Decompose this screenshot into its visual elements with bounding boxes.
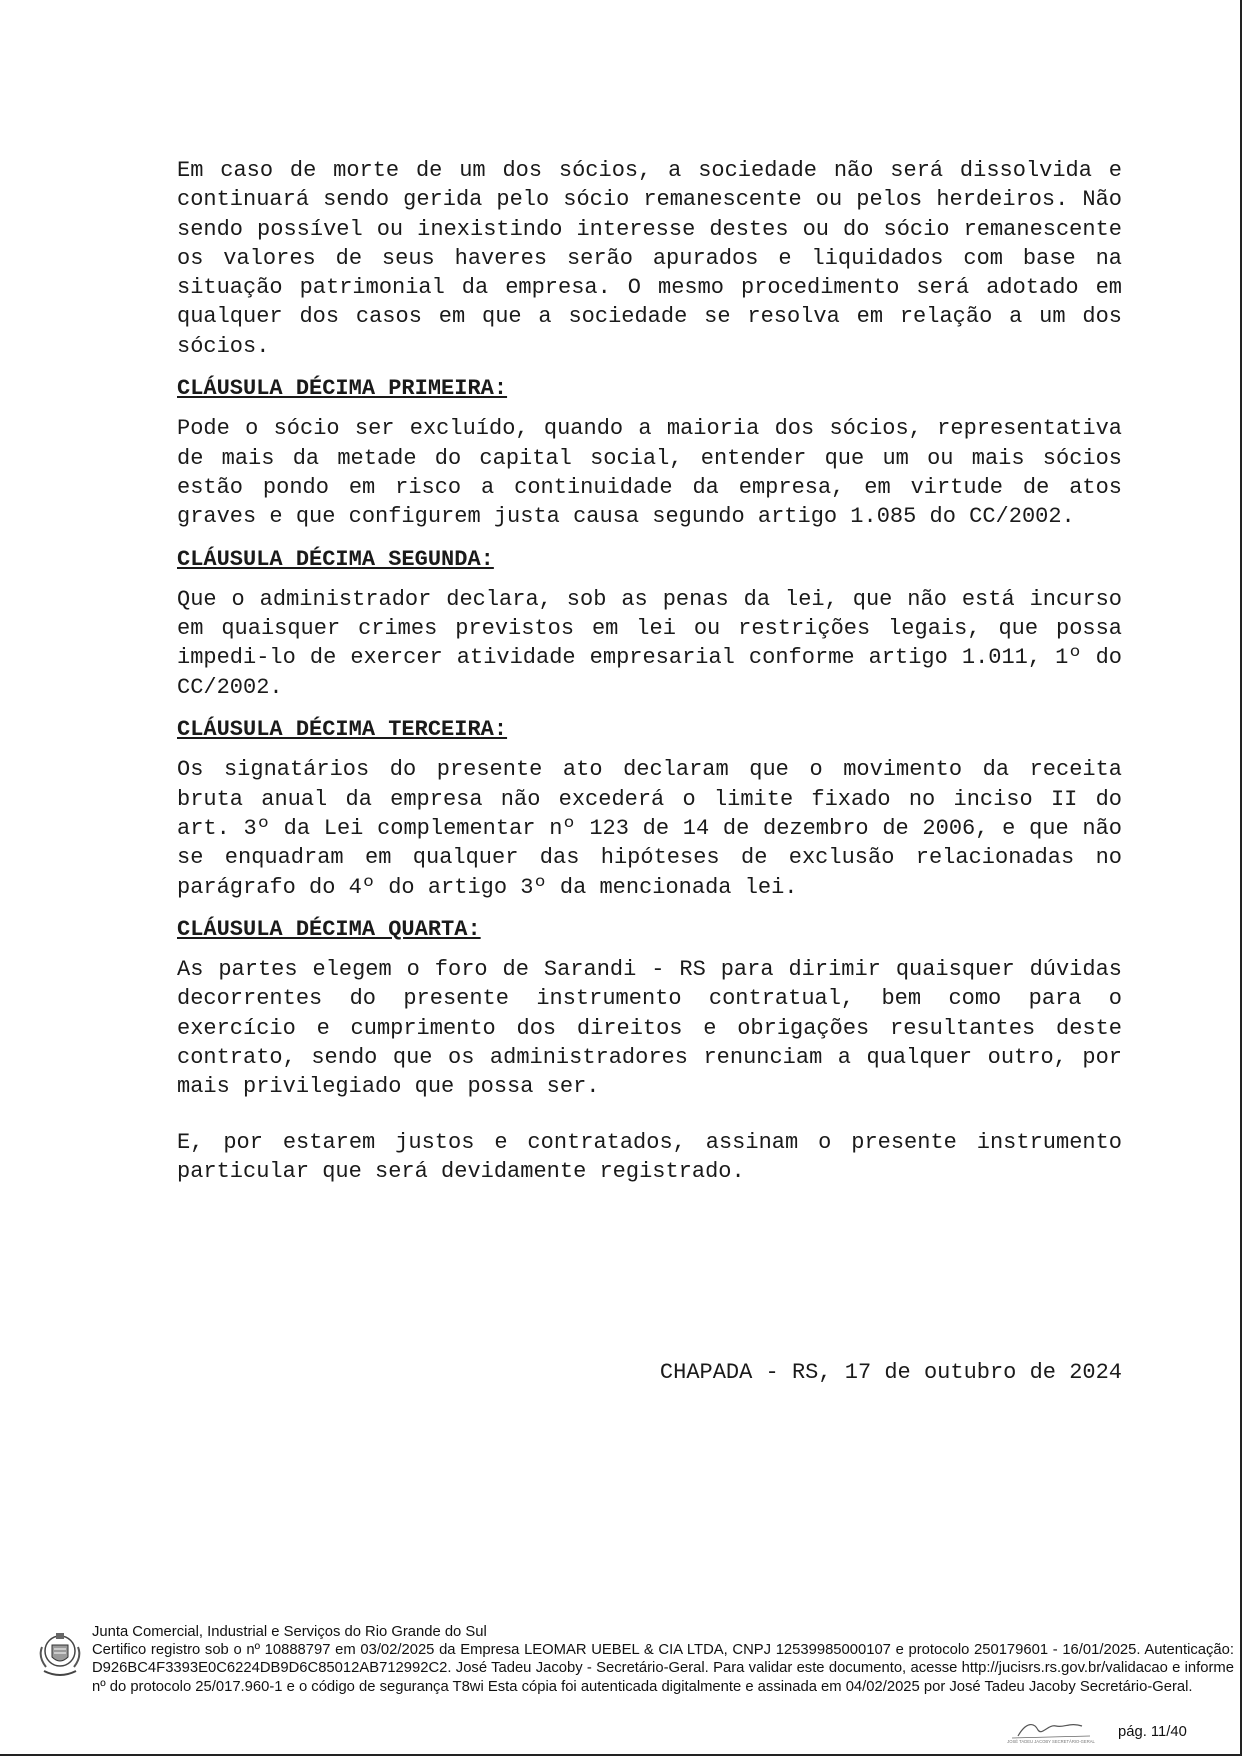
clause-14-text: As partes elegem o foro de Sarandi - RS para dirimir quaisquer dúvidas decorrentes do presente instrumento contratual, bem como para o exercício e cumprimento dos direitos e obrigações resultantes deste contrato, sendo que os administradores renunciam a qualquer outro, por mais privilegiado que possa ser. — [177, 957, 1122, 1100]
clause-12-heading: CLÁUSULA DÉCIMA SEGUNDA: — [177, 546, 494, 572]
footer-text-block — [92, 1623, 1234, 1696]
clause-13-heading: CLÁUSULA DÉCIMA TERCEIRA: — [177, 717, 508, 743]
document-body — [177, 156, 1122, 1186]
secretary-signature — [1007, 1714, 1095, 1748]
certificate-text: Certifico registro sob o nº 10888797 em 03/02/2025 da Empresa LEOMAR UEBEL & CIA LTDA, CNPJ 12539985000107 e protocolo 250179601 - 16/01/2025. Autenticação: D926BC4F3393E0C6224DB9D6C85012AB712992C2. José Tadeu Jacoby - Secretário-Geral. Para validar este documento, acesse http://jucisrs.rs.gov.br/validacao e informe nº do protocolo 25/017.960-1 e o código de segurança T8wi Esta cópia foi autenticada digitalmente e assinada em 04/02/2025 por José Tadeu Jacoby Secretário-Geral. — [92, 1642, 1234, 1695]
opening-paragraph: Em caso de morte de um dos sócios, a sociedade não será dissolvida e continuará sendo gerida pelo sócio remanescente ou pelos herdeiros. Não sendo possível ou inexistindo interesse destes ou do sócio remanescente os valores de seus haveres serão apurados e liquidados com base na situação patrimonial da empresa. O mesmo procedimento será adotado em qualquer dos casos em que a sociedade se resolva em relação a um dos sócios. — [177, 158, 1122, 359]
clause-11-heading: CLÁUSULA DÉCIMA PRIMEIRA: — [177, 376, 508, 402]
closing-paragraph: E, por estarem justos e contratados, assinam o presente instrumento particular que será devidamente registrado. — [177, 1129, 1122, 1184]
signature-caption: JOSÉ TADEU JACOBY SECRETÁRIO-GERAL — [1007, 1739, 1095, 1744]
place-date: CHAPADA - RS, 17 de outubro de 2024 — [659, 1360, 1122, 1385]
clause-11-text: Pode o sócio ser excluído, quando a maioria dos sócios, representativa de mais da metade do capital social, entender que um ou mais sócios estão pondo em risco a continuidade da empresa, em virtude de atos graves e que configurem justa causa segundo artigo 1.085 do CC/2002. — [177, 416, 1122, 530]
page-number: pág. 11/40 — [1118, 1724, 1187, 1740]
clause-14-heading: CLÁUSULA DÉCIMA QUARTA: — [177, 916, 481, 942]
place-date-line — [177, 1360, 1122, 1385]
registry-name: Junta Comercial, Industrial e Serviços do Rio Grande do Sul — [92, 1624, 487, 1640]
coat-of-arms-seal-icon — [36, 1627, 84, 1681]
clause-13-text: Os signatários do presente ato declaram que o movimento da receita bruta anual da empresa não excederá o limite fixado no inciso II do art. 3º da Lei complementar nº 123 de 14 de dezembro de 2006, e que não se enquadram em qualquer das hipóteses de exclusão relacionadas no parágrafo do 4º do artigo 3º da mencionada lei. — [177, 757, 1122, 900]
clause-12-text: Que o administrador declara, sob as penas da lei, que não está incurso em quaisquer crimes previstos em lei ou restrições legais, que possa impedi-lo de exercer atividade empresarial conforme artigo 1.011, 1º do CC/2002. — [177, 586, 1122, 700]
